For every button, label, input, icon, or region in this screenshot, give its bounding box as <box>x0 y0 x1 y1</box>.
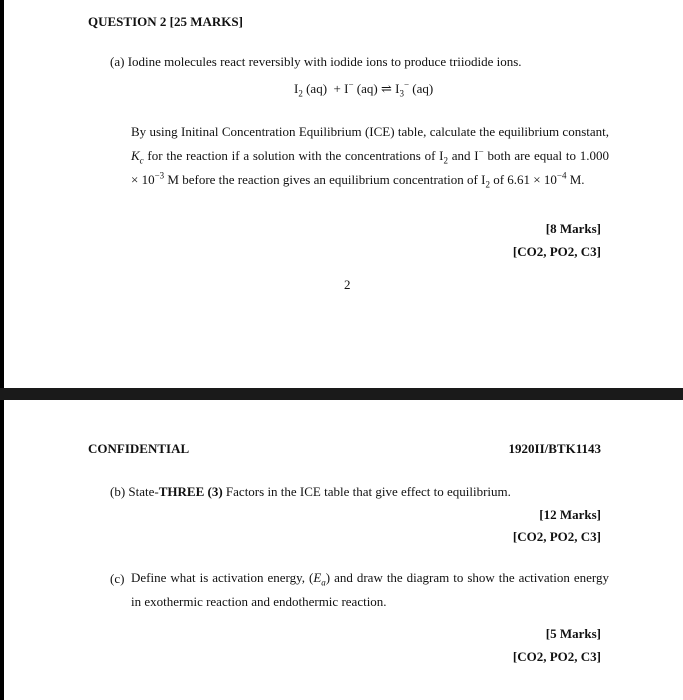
part-b-text-bold: THREE (3) <box>158 484 223 499</box>
part-a-outcomes: [CO2, PO2, C3] <box>512 244 601 259</box>
eq-i3-sub: 3 <box>399 88 404 99</box>
part-b-marks: [12 Marks] <box>539 507 601 522</box>
part-c-e: E <box>313 570 322 585</box>
eq-i3: I <box>391 81 400 96</box>
body-t2: for the reaction if a solution with the concentrations of I <box>143 148 444 163</box>
body-t1: By using Initinal Concentration Equilibrium (ICE) table, calculate the equilibrium constant, <box>131 124 609 139</box>
eq-i2: I <box>294 81 299 96</box>
page-divider <box>0 388 683 400</box>
question-heading: QUESTION 2 [25 MARKS] <box>88 14 243 29</box>
eq-iminus-state: (aq) <box>353 81 381 96</box>
eq-i2-sub: 2 <box>298 88 303 99</box>
eq-iminus-sup: − <box>348 79 354 90</box>
part-b-text-before: State- <box>128 484 159 499</box>
eq-i3-state: (aq) <box>409 81 434 96</box>
body-t3: and I <box>448 148 479 163</box>
part-a-body <box>131 120 609 192</box>
part-a-label: (a) <box>110 54 125 69</box>
course-code: 1920II/BTK1143 <box>508 441 601 456</box>
reaction-equation <box>294 79 434 99</box>
eq-i2-state: (aq) + I <box>302 81 349 96</box>
body-t6-sup: −4 <box>556 170 567 181</box>
body-t4: both are equal to 1.000 × 10 <box>131 148 609 187</box>
body-t6: of 6.61 × 10 <box>489 172 557 187</box>
part-c-marks: [5 Marks] <box>545 626 601 641</box>
part-a-intro <box>110 55 522 68</box>
part-b-text-after: Factors in the ICE table that give effect to equilibrium. <box>222 484 511 499</box>
body-k-sub: c <box>139 155 144 166</box>
part-a-intro-text: Iodine molecules react reversibly with iodide ions to produce triiodide ions. <box>127 54 522 69</box>
part-c-label: (c) <box>110 571 125 586</box>
part-c-outcomes: [CO2, PO2, C3] <box>512 649 601 664</box>
part-c-e-sub: a <box>321 577 326 588</box>
part-b-outcomes: [CO2, PO2, C3] <box>512 529 601 544</box>
part-c-question <box>131 566 609 614</box>
body-k: K <box>131 148 140 163</box>
body-t5-sub: 2 <box>485 179 490 190</box>
part-a-marks: [8 Marks] <box>545 221 601 236</box>
body-t5: M before the reaction gives an equilibrium concentration of I <box>164 172 486 187</box>
part-b-question <box>110 485 511 498</box>
eq-i3-sup: − <box>403 79 410 90</box>
page-number: 2 <box>344 277 351 292</box>
body-t7: M. <box>566 172 585 187</box>
body-t3-sup: − <box>478 146 484 157</box>
body-t2-sub: 2 <box>443 155 448 166</box>
equilibrium-arrow-icon: ⇌ <box>380 81 392 96</box>
part-b-label: (b) <box>110 484 126 499</box>
body-t4-sup: −3 <box>154 170 165 181</box>
part-c-t2: ) and draw the diagram to show the activation energy in exothermic reaction and endothermic reaction. <box>131 570 609 609</box>
page-bottom <box>0 400 683 700</box>
confidential-label: CONFIDENTIAL <box>88 441 190 456</box>
part-c-t1: Define what is activation energy, ( <box>131 570 314 585</box>
